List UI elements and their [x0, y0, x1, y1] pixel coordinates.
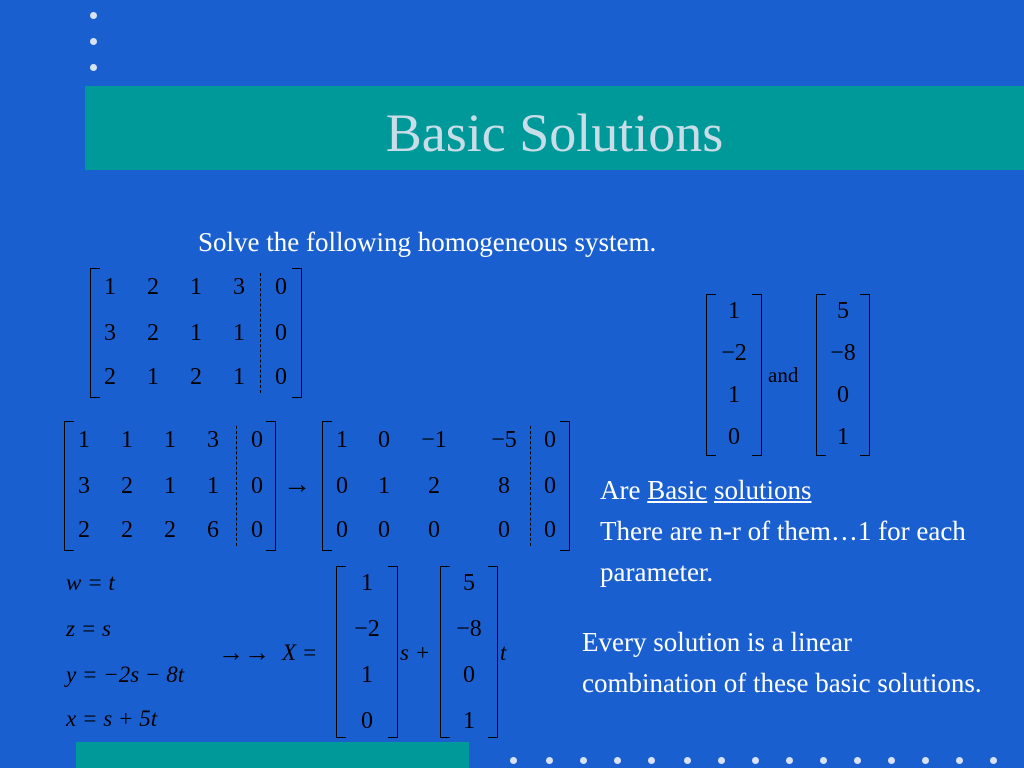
- vector-entry: 1: [728, 382, 740, 408]
- vector-entry: −2: [721, 340, 747, 366]
- matrix-cell: 0: [378, 427, 390, 453]
- are-text: Are: [600, 475, 641, 505]
- decor-dot: [990, 757, 997, 764]
- matrix-cell: 1: [233, 320, 245, 346]
- equation-x: x = s + 5t: [66, 706, 158, 731]
- equation-y: y = −2s − 8t: [66, 662, 185, 687]
- decor-dot: [888, 757, 895, 764]
- vector-entry: 5: [837, 298, 849, 324]
- decor-dot: [820, 757, 827, 764]
- matrix-before-reduction: [64, 421, 276, 551]
- decor-dot: [546, 757, 553, 764]
- matrix-cell: 1: [164, 427, 176, 453]
- matrix-cell: 3: [233, 274, 245, 300]
- augment-separator: [236, 426, 237, 546]
- t-label: t: [500, 640, 507, 665]
- x-vector-label: X =: [282, 640, 318, 665]
- matrix-cell: 3: [207, 427, 219, 453]
- subtitle: Solve the following homogeneous system.: [198, 227, 657, 257]
- matrix-cell: 1: [378, 473, 390, 499]
- equation-w: w = t: [66, 570, 115, 595]
- matrix-cell: 3: [104, 320, 116, 346]
- vector-entry: 0: [728, 424, 740, 450]
- vector-entry: 1: [837, 424, 849, 450]
- matrix-cell: 0: [251, 473, 263, 499]
- vector-entry: 0: [361, 708, 373, 734]
- matrix-cell: 2: [164, 517, 176, 543]
- decor-dot: [510, 757, 517, 764]
- matrix-cell: −5: [491, 427, 517, 453]
- decor-dot: [718, 757, 725, 764]
- matrix-cell: 1: [190, 274, 202, 300]
- vector-entry: 1: [361, 662, 373, 688]
- augmented-matrix: [90, 268, 302, 398]
- matrix-cell: 0: [336, 517, 348, 543]
- decor-dot: [956, 757, 963, 764]
- basic-link[interactable]: Basic: [647, 475, 708, 505]
- matrix-cell: 2: [104, 364, 116, 390]
- matrix-cell: 1: [190, 320, 202, 346]
- matrix-cell: 6: [207, 517, 219, 543]
- matrix-cell: 2: [428, 473, 440, 499]
- matrix-cell: −1: [421, 427, 447, 453]
- bracket-right: [388, 566, 398, 738]
- matrix-cell: 0: [275, 364, 287, 390]
- implies-arrows: →→: [218, 638, 270, 667]
- decor-dot: [648, 757, 655, 764]
- decor-dot: [580, 757, 587, 764]
- matrix-cell: 3: [78, 473, 90, 499]
- matrix-cell: 0: [498, 517, 510, 543]
- matrix-cell: 0: [544, 427, 556, 453]
- reduced-row-echelon-matrix: [322, 421, 570, 551]
- solutions-link[interactable]: solutions: [713, 475, 812, 505]
- matrix-cell: 0: [544, 517, 556, 543]
- vector-entry: 1: [728, 298, 740, 324]
- vector-entry: 5: [463, 570, 475, 596]
- s-plus-label: s +: [400, 640, 431, 665]
- matrix-cell: 0: [336, 473, 348, 499]
- matrix-cell: 0: [428, 517, 440, 543]
- vector-entry: −8: [830, 340, 856, 366]
- matrix-cell: 2: [121, 517, 133, 543]
- matrix-cell: 0: [544, 473, 556, 499]
- vector-entry: 0: [837, 382, 849, 408]
- solution-vector-t: [440, 566, 498, 738]
- matrix-cell: 1: [147, 364, 159, 390]
- footer-band: [76, 742, 469, 768]
- matrix-cell: 1: [207, 473, 219, 499]
- basic-vector-1: [706, 294, 762, 456]
- decor-dot: [684, 757, 691, 764]
- nr-text: There are n-r of them…1 for each parameter.: [600, 516, 966, 587]
- vector-entry: 0: [463, 662, 475, 688]
- reduction-arrow: →: [283, 469, 311, 500]
- matrix-cell: 2: [147, 274, 159, 300]
- matrix-cell: 0: [378, 517, 390, 543]
- matrix-cell: 2: [190, 364, 202, 390]
- every-text: Every solution is a linear combination of these basic solutions.: [582, 627, 982, 698]
- decor-dot: [854, 757, 861, 764]
- matrix-cell: 1: [78, 427, 90, 453]
- and-label: and: [768, 363, 799, 387]
- matrix-cell: 0: [275, 274, 287, 300]
- decor-dot: [752, 757, 759, 764]
- decor-dot: [90, 64, 97, 71]
- decor-dot: [786, 757, 793, 764]
- matrix-cell: 0: [251, 517, 263, 543]
- slide-title: Basic Solutions: [385, 103, 724, 163]
- matrix-cell: 0: [275, 320, 287, 346]
- vector-entry: −8: [456, 616, 482, 642]
- equation-z: z = s: [66, 616, 111, 641]
- matrix-cell: 0: [251, 427, 263, 453]
- decor-dot: [614, 757, 621, 764]
- matrix-cell: 1: [121, 427, 133, 453]
- matrix-cell: 1: [336, 427, 348, 453]
- vector-entry: 1: [361, 570, 373, 596]
- matrix-cell: 8: [498, 473, 510, 499]
- matrix-cell: 1: [233, 364, 245, 390]
- matrix-cell: 2: [147, 320, 159, 346]
- matrix-cell: 1: [104, 274, 116, 300]
- matrix-cell: 1: [164, 473, 176, 499]
- solution-vector-s: [336, 566, 398, 738]
- basic-vector-2: [816, 294, 870, 456]
- matrix-cell: 2: [78, 517, 90, 543]
- matrix-cell: 2: [121, 473, 133, 499]
- vector-entry: −2: [354, 616, 380, 642]
- vector-entry: 1: [463, 708, 475, 734]
- decor-dot: [90, 12, 97, 19]
- decor-dot: [922, 757, 929, 764]
- are-basic-line: [600, 470, 812, 511]
- augment-separator: [260, 273, 261, 393]
- decor-dot: [90, 38, 97, 45]
